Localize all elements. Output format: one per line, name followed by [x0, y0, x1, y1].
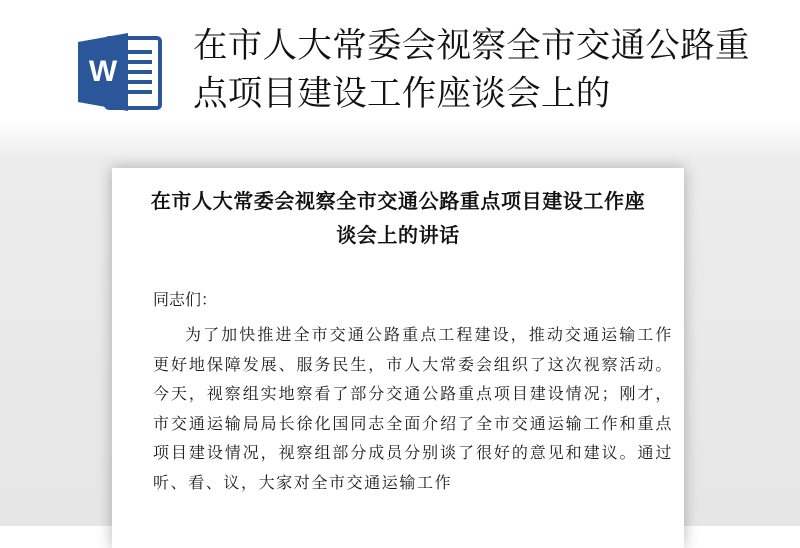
document-salutation: 同志们： — [153, 290, 218, 309]
svg-text:W: W — [88, 55, 118, 88]
header-banner — [0, 0, 800, 150]
document-paragraph: 为了加快推进全市交通公路重点工程建设，推动交通运输工作更好地保障发展、服务民生，市人大常委会组织了这次视察活动。今天，视察组实地察看了部分交通公路重点项目建设情况；刚才，市交通运输局局长徐化国同志全面介绍了全市交通运输工作和重点项目建设情况，视察组部分成员分别谈了很好的意见和建议。通过听、看、议，大家对全市交通运输工作 — [153, 325, 673, 492]
header-title: 在市人大常委会视察全市交通公路重点项目建设工作座谈会上的 — [193, 26, 750, 114]
document-title: 在市人大常委会视察全市交通公路重点项目建设工作座谈会上的讲话 — [150, 189, 646, 247]
word-document-icon — [76, 30, 164, 114]
document-page — [112, 168, 684, 548]
